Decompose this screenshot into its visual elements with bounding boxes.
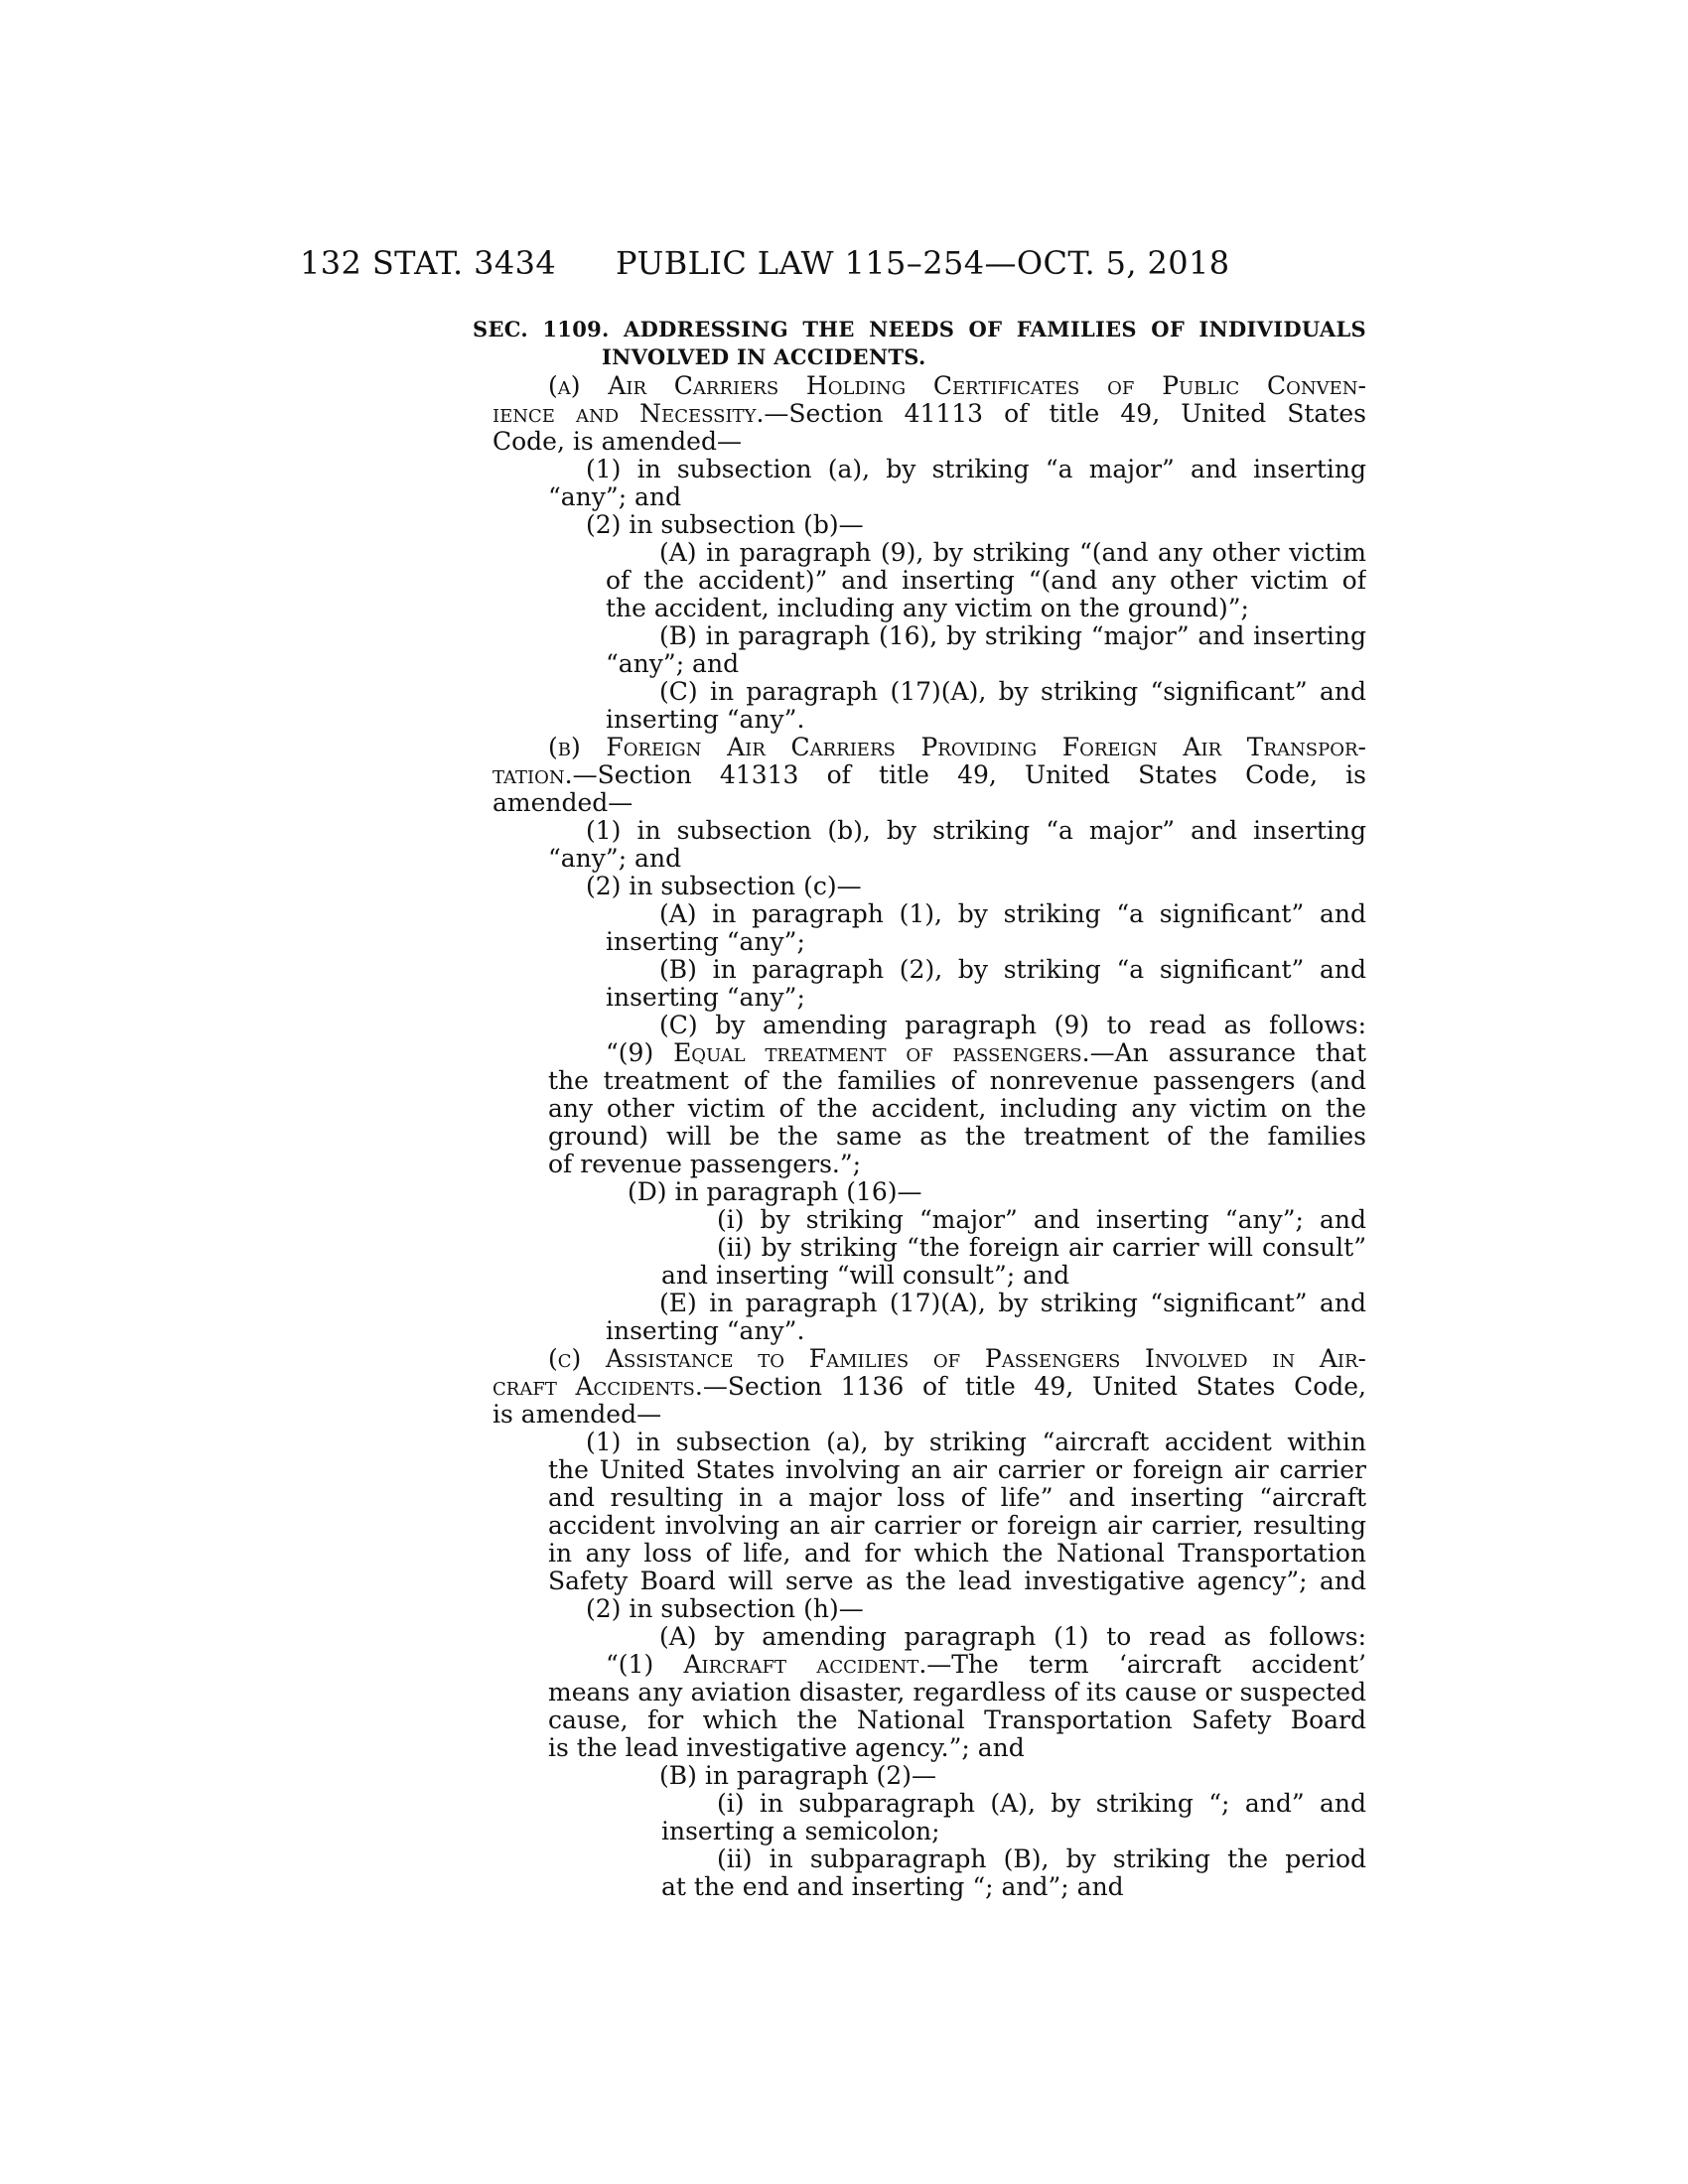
text-run: —Section 41313 of title 49, United States Code, is [572, 761, 1366, 789]
text-line [492, 761, 1366, 789]
text-line: (ii) by striking “the foreign air carrier will consult” [717, 1234, 1366, 1262]
text-line: (1) in subsection (a), by striking “a major” and inserting [586, 456, 1366, 483]
text-run: —An assurance that [1089, 1039, 1366, 1067]
text-line: (A) in paragraph (1), by striking “a significant” and [659, 900, 1366, 928]
section-heading-line: SEC. 1109. ADDRESSING THE NEEDS OF FAMILIES OF INDIVIDUALS [473, 317, 1366, 341]
text-line: of revenue passengers.”; [548, 1151, 862, 1178]
text-line: (1) in subsection (a), by striking “aircraft accident within [586, 1429, 1366, 1456]
text-line: Code, is amended— [492, 428, 742, 456]
text-line: (2) in subsection (b)— [586, 511, 864, 539]
text-line: inserting “any”; [606, 984, 805, 1012]
text-line: is amended— [492, 1401, 662, 1429]
text-line: (1) in subsection (b), by striking “a major” and inserting [586, 817, 1366, 845]
heading-run: Equal treatment of passengers. [673, 1039, 1090, 1067]
text-line: (2) in subsection (c)— [586, 873, 862, 900]
text-line: (E) in paragraph (17)(A), by striking “significant” and [659, 1290, 1366, 1317]
text-line: and inserting “will consult”; and [661, 1262, 1070, 1290]
text-line [606, 1039, 1366, 1067]
text-line: amended— [492, 789, 633, 817]
text-run: “(1) [606, 1651, 684, 1679]
text-line: “any”; and [548, 845, 682, 873]
text-run: —The term ‘aircraft accident’ [926, 1651, 1366, 1679]
text-line: inserting “any”; [606, 928, 805, 956]
text-line: is the lead investigative agency.”; and [548, 1734, 1025, 1762]
text-line: (2) in subsection (h)— [586, 1595, 864, 1623]
text-line: (C) by amending paragraph (9) to read as follows: [659, 1012, 1366, 1039]
page-running-head: PUBLIC LAW 115–254—OCT. 5, 2018 [616, 244, 1230, 282]
text-line: (B) in paragraph (2), by striking “a significant” and [659, 956, 1366, 984]
text-line: ground) will be the same as the treatment of the families [548, 1123, 1366, 1151]
page-stat-citation: 132 STAT. 3434 [300, 244, 557, 282]
text-line: (b) Foreign Air Carriers Providing Foreign Air Transpor- [548, 734, 1366, 761]
text-line: (A) by amending paragraph (1) to read as follows: [659, 1623, 1366, 1651]
text-line [606, 1651, 1366, 1679]
heading-run: Aircraft accident. [683, 1651, 927, 1679]
text-line: (D) in paragraph (16)— [628, 1178, 922, 1206]
text-line: cause, for which the National Transportation Safety Board [548, 1706, 1366, 1734]
heading-run: craft Accidents. [492, 1373, 703, 1401]
text-line: inserting “any”. [606, 1317, 805, 1345]
text-line: the treatment of the families of nonrevenue passengers (and [548, 1067, 1366, 1095]
text-line: (c) Assistance to Families of Passengers Involved in Air- [548, 1345, 1366, 1373]
text-line: and resulting in a major loss of life” and inserting “aircraft [548, 1484, 1366, 1512]
text-line: Safety Board will serve as the lead investigative agency”; and [548, 1568, 1366, 1595]
text-line: inserting a semicolon; [661, 1818, 940, 1845]
text-line: (C) in paragraph (17)(A), by striking “significant” and [659, 678, 1366, 706]
text-line: accident involving an air carrier or foreign air carrier, resulting [548, 1512, 1366, 1540]
text-line: “any”; and [606, 650, 740, 678]
text-line: in any loss of life, and for which the National Transportation [548, 1540, 1366, 1568]
section-heading [473, 316, 1366, 371]
section-heading-line: INVOLVED IN ACCIDENTS. [602, 344, 926, 369]
text-line: (A) in paragraph (9), by striking “(and any other victim [659, 539, 1366, 567]
text-line: (B) in paragraph (2)— [659, 1762, 936, 1790]
text-line: “any”; and [548, 483, 682, 511]
text-run: —Section 41113 of title 49, United States [764, 400, 1366, 428]
text-run: “(9) [606, 1039, 674, 1067]
text-line: (a) Air Carriers Holding Certificates of Public Conven- [548, 372, 1366, 400]
text-line: at the end and inserting “; and”; and [661, 1873, 1124, 1901]
text-line [492, 400, 1366, 428]
text-line: the United States involving an air carrier or foreign air carrier [548, 1456, 1366, 1484]
text-line [492, 1373, 1366, 1401]
text-line: the accident, including any victim on the ground)”; [606, 595, 1249, 622]
text-run: —Section 1136 of title 49, United States Code, [702, 1373, 1366, 1401]
text-line: inserting “any”. [606, 706, 805, 734]
text-line: (i) in subparagraph (A), by striking “; and” and [717, 1790, 1366, 1818]
text-line: (B) in paragraph (16), by striking “major” and inserting [659, 622, 1366, 650]
heading-run: ience and Necessity. [492, 400, 765, 428]
text-line: any other victim of the accident, including any victim on the [548, 1095, 1366, 1123]
text-line: (ii) in subparagraph (B), by striking the period [717, 1845, 1366, 1873]
text-line: means any aviation disaster, regardless of its cause or suspected [548, 1679, 1366, 1706]
text-line: of the accident)” and inserting “(and any other victim of [606, 567, 1366, 595]
heading-run: tation. [492, 761, 573, 789]
text-line: (i) by striking “major” and inserting “any”; and [717, 1206, 1366, 1234]
